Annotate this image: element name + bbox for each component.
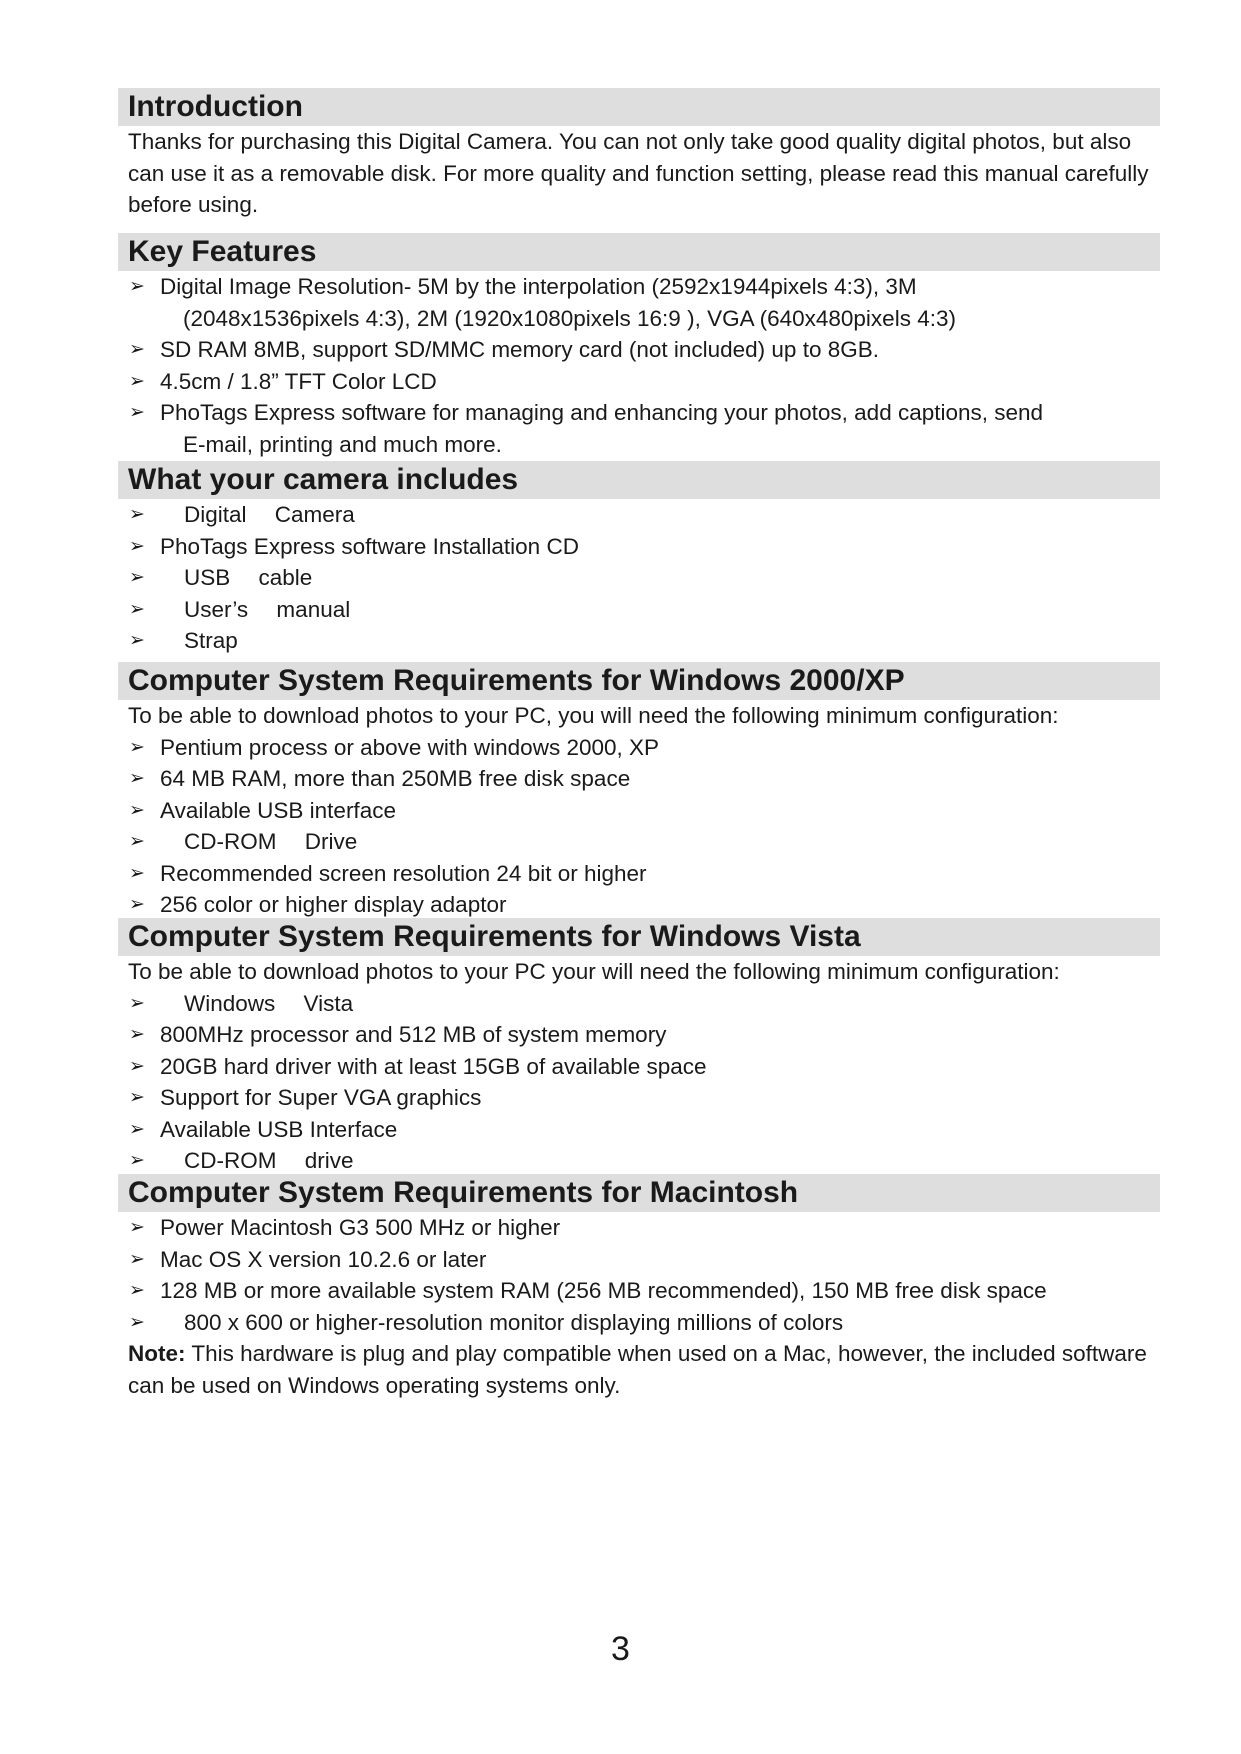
list-item — [118, 826, 1160, 858]
mac-req-os: Mac OS X version 10.2.6 or later — [160, 1246, 487, 1272]
xp-req-usb: Available USB interface — [160, 797, 396, 823]
introduction-text: Thanks for purchasing this Digital Camera. You can not only take good quality digital photos, but also can use it as a removable disk. For more quality and function setting, please read this manual carefully before using. — [128, 129, 1149, 217]
arrow-bullet-icon: ➢ — [129, 276, 145, 297]
list-item — [118, 562, 1160, 594]
arrow-bullet-icon: ➢ — [129, 339, 145, 360]
vista-req-processor: 800MHz processor and 512 MB of system memory — [160, 1022, 667, 1047]
mac-req-ram: 128 MB or more available system RAM (256 MB recommended), 150 MB free disk space — [160, 1278, 1047, 1303]
list-item — [118, 271, 1160, 334]
feature-lcd: 4.5cm / 1.8” TFT Color LCD — [160, 368, 437, 394]
list-item — [118, 499, 1160, 531]
list-item — [118, 531, 1160, 563]
mac-req-processor: Power Macintosh G3 500 MHz or higher — [160, 1215, 561, 1240]
vista-req-os: Windows Vista — [184, 990, 354, 1016]
arrow-bullet-icon: ➢ — [129, 799, 145, 821]
list-item — [118, 1307, 1160, 1339]
list-item — [118, 858, 1160, 890]
arrow-bullet-icon: ➢ — [129, 1150, 145, 1171]
arrow-bullet-icon: ➢ — [129, 630, 145, 651]
vista-req-disk: 20GB hard driver with at least 15GB of available space — [160, 1053, 707, 1079]
arrow-bullet-icon: ➢ — [129, 504, 145, 525]
section-macintosh — [118, 1174, 1160, 1401]
camera-includes-list — [118, 499, 1160, 657]
arrow-bullet-icon: ➢ — [129, 1087, 145, 1108]
list-item — [118, 1212, 1160, 1244]
feature-memory: SD RAM 8MB, support SD/MMC memory card (not included) up to 8GB. — [160, 337, 879, 362]
windows-xp-intro: To be able to download photos to your PC, you will need the following minimum configuration: — [128, 703, 1059, 728]
include-camera: Digital Camera — [184, 502, 355, 527]
list-item — [118, 795, 1160, 827]
arrow-bullet-icon: ➢ — [129, 1248, 145, 1270]
section-camera-includes — [118, 461, 1160, 657]
xp-req-resolution: Recommended screen resolution 24 bit or higher — [160, 860, 647, 886]
arrow-bullet-icon: ➢ — [129, 1217, 145, 1238]
list-item — [118, 889, 1160, 921]
arrow-bullet-icon: ➢ — [129, 1311, 145, 1333]
feature-software-line1: PhoTags Express software for managing and enhancing your photos, add captions, send — [160, 400, 1044, 425]
feature-resolution-line1: Digital Image Resolution- 5M by the interpolation (2592x1944pixels 4:3), 3M — [160, 274, 917, 299]
xp-req-ram: 64 MB RAM, more than 250MB free disk space — [160, 766, 631, 791]
arrow-bullet-icon: ➢ — [129, 992, 145, 1014]
section-windows-vista — [118, 918, 1160, 1177]
vista-req-graphics: Support for Super VGA graphics — [160, 1085, 482, 1110]
arrow-bullet-icon: ➢ — [129, 370, 145, 392]
arrow-bullet-icon: ➢ — [129, 402, 145, 423]
list-item — [118, 366, 1160, 398]
arrow-bullet-icon: ➢ — [129, 894, 145, 915]
list-item — [118, 988, 1160, 1020]
arrow-bullet-icon: ➢ — [129, 831, 145, 852]
mac-req-monitor: 800 x 600 or higher-resolution monitor displaying millions of colors — [184, 1309, 844, 1335]
list-item — [118, 625, 1160, 657]
mac-note — [118, 1338, 1160, 1401]
arrow-bullet-icon: ➢ — [129, 598, 145, 620]
windows-vista-heading: Computer System Requirements for Windows Vista — [118, 918, 1160, 956]
arrow-bullet-icon: ➢ — [129, 768, 145, 789]
list-item — [118, 1051, 1160, 1083]
page-number: 3 — [611, 1630, 630, 1668]
list-item — [118, 397, 1160, 460]
arrow-bullet-icon: ➢ — [129, 535, 145, 557]
list-item — [118, 763, 1160, 795]
key-features-heading: Key Features — [118, 233, 1160, 271]
feature-software-line2: E-mail, printing and much more. — [183, 431, 502, 457]
list-item — [118, 334, 1160, 366]
arrow-bullet-icon: ➢ — [129, 567, 145, 588]
windows-xp-list — [118, 732, 1160, 921]
macintosh-heading: Computer System Requirements for Macintosh — [118, 1174, 1160, 1212]
windows-vista-intro: To be able to download photos to your PC your will need the following minimum configuration: — [128, 959, 1060, 984]
arrow-bullet-icon: ➢ — [129, 1055, 145, 1077]
xp-req-cdrom: CD-ROM Drive — [184, 829, 358, 854]
xp-req-display: 256 color or higher display adaptor — [160, 892, 507, 917]
introduction-heading: Introduction — [118, 88, 1160, 126]
section-key-features — [118, 233, 1160, 460]
arrow-bullet-icon: ➢ — [129, 1280, 145, 1301]
arrow-bullet-icon: ➢ — [129, 1118, 145, 1140]
list-item — [118, 1145, 1160, 1177]
vista-req-cdrom: CD-ROM drive — [184, 1148, 354, 1173]
windows-xp-heading: Computer System Requirements for Windows 2000/XP — [118, 662, 1160, 700]
include-usb-cable: USB cable — [184, 565, 313, 590]
list-item — [118, 1019, 1160, 1051]
arrow-bullet-icon: ➢ — [129, 1024, 145, 1045]
vista-req-usb: Available USB Interface — [160, 1116, 398, 1142]
list-item — [118, 1082, 1160, 1114]
windows-vista-list — [118, 988, 1160, 1177]
include-strap: Strap — [184, 628, 238, 653]
list-item — [118, 1244, 1160, 1276]
note-text: This hardware is plug and play compatible when used on a Mac, however, the included software can be used on Windows operating systems only. — [128, 1341, 1147, 1398]
section-windows-xp — [118, 662, 1160, 921]
note-label: Note: — [128, 1341, 186, 1366]
list-item — [118, 732, 1160, 764]
arrow-bullet-icon: ➢ — [129, 862, 145, 884]
feature-resolution-line2: (2048x1536pixels 4:3), 2M (1920x1080pixels 16:9 ), VGA (640x480pixels 4:3) — [183, 305, 956, 331]
include-cd: PhoTags Express software Installation CD — [160, 533, 579, 559]
arrow-bullet-icon: ➢ — [129, 736, 145, 758]
list-item — [118, 594, 1160, 626]
include-manual: User’s manual — [184, 596, 351, 622]
camera-includes-heading: What your camera includes — [118, 461, 1160, 499]
section-introduction — [118, 88, 1160, 221]
macintosh-list — [118, 1212, 1160, 1338]
xp-req-processor: Pentium process or above with windows 2000, XP — [160, 734, 660, 760]
key-features-list — [118, 271, 1160, 460]
list-item — [118, 1275, 1160, 1307]
list-item — [118, 1114, 1160, 1146]
